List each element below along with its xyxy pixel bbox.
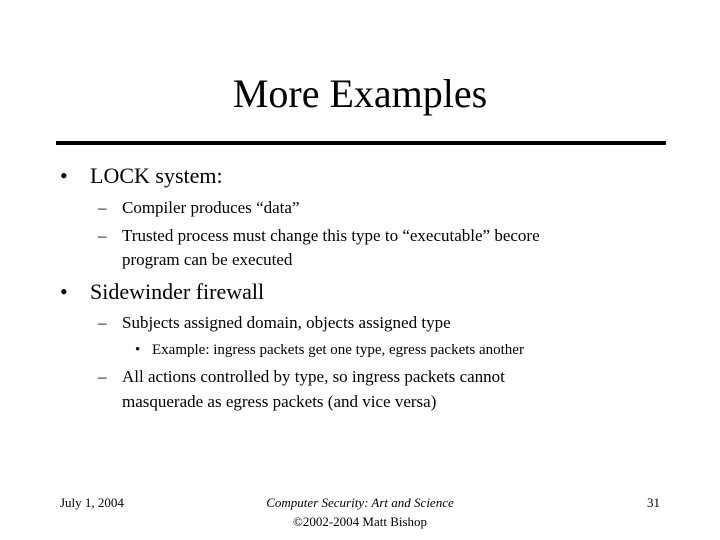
- subitem-text-line-2: masquerade as egress packets (and vice versa): [122, 392, 437, 411]
- footer-page-number: 31: [647, 495, 660, 510]
- subitem-text-line-1: All actions controlled by type, so ingress packets cannot: [122, 367, 505, 386]
- title-underline: [56, 141, 666, 145]
- subitem-text-line-1: Trusted process must change this type to “executable” becore: [122, 226, 540, 245]
- bullet-text: LOCK system:: [90, 163, 223, 188]
- dash-icon: –: [98, 313, 107, 332]
- dash-icon: –: [98, 198, 107, 217]
- subsubitem-text: Example: ingress packets get one type, egress packets another: [152, 342, 524, 358]
- footer-center: [210, 493, 510, 531]
- slide-title: More Examples: [232, 71, 488, 116]
- subitem-text: Compiler produces “data”: [122, 198, 300, 217]
- subitem-text-line-2: program can be executed: [122, 250, 293, 269]
- bullet-dot-icon: •: [60, 163, 68, 188]
- footer-copyright: ©2002-2004 Matt Bishop: [292, 514, 428, 529]
- bullet-dot-icon: •: [60, 279, 68, 304]
- bullet-text: Sidewinder firewall: [90, 279, 265, 304]
- small-bullet-icon: •: [135, 342, 141, 358]
- subitem-text: Subjects assigned domain, objects assigned type: [122, 313, 451, 332]
- footer-date: July 1, 2004: [60, 495, 124, 510]
- footer-book-title: Computer Security: Art and Science: [266, 495, 454, 510]
- dash-icon: –: [98, 367, 107, 386]
- dash-icon: –: [98, 226, 107, 245]
